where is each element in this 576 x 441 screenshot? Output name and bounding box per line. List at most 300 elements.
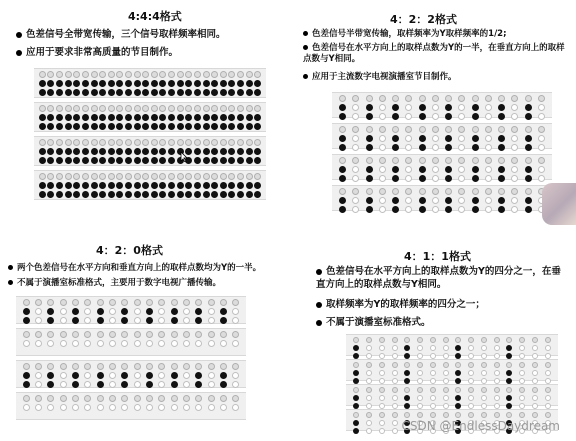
luma-sample: [134, 340, 141, 347]
luma-sample: [183, 299, 190, 306]
chroma-sample: [151, 123, 158, 130]
luma-sample: [392, 362, 398, 368]
sampling-row: [346, 359, 558, 381]
chroma-sample: [91, 191, 98, 198]
luma-sample: [220, 404, 227, 411]
luma-sample: [65, 71, 72, 78]
chroma-sample: [220, 372, 227, 379]
chroma-sample: [419, 197, 426, 204]
chroma-sample: [168, 182, 175, 189]
luma-sample: [109, 308, 116, 315]
luma-sample: [171, 299, 178, 306]
luma-sample: [109, 299, 116, 306]
bullet-item: 色差信号在水平方向上的取样点数为Y的一半，在垂直方向上的取样点数与Y相同。: [303, 43, 565, 64]
bullet-dot-icon: [316, 320, 322, 326]
luma-sample: [545, 395, 551, 401]
panel-title: 4：2：2格式: [390, 13, 457, 26]
luma-sample: [379, 104, 386, 111]
chroma-sample: [56, 89, 63, 96]
luma-sample: [443, 395, 449, 401]
luma-sample: [208, 308, 215, 315]
sampling-grid-422: [332, 92, 552, 216]
chroma-sample: [419, 144, 426, 151]
luma-sample: [545, 362, 551, 368]
chroma-sample: [472, 166, 479, 173]
chroma-sample: [82, 123, 89, 130]
chroma-sample: [65, 80, 72, 87]
chroma-sample: [339, 144, 346, 151]
luma-sample: [60, 404, 67, 411]
chroma-sample: [220, 148, 227, 155]
decorative-image: [542, 183, 576, 225]
luma-sample: [109, 404, 116, 411]
chroma-sample: [203, 89, 210, 96]
chroma-sample: [23, 317, 30, 324]
luma-sample: [65, 173, 72, 180]
luma-sample: [56, 173, 63, 180]
luma-sample: [392, 387, 398, 393]
chroma-sample: [220, 123, 227, 130]
luma-sample: [56, 105, 63, 112]
luma-sample: [82, 71, 89, 78]
sampling-row: [332, 92, 552, 118]
luma-sample: [23, 404, 30, 411]
luma-sample: [379, 337, 385, 343]
chroma-sample: [177, 114, 184, 121]
chroma-sample: [246, 89, 253, 96]
chroma-sample: [56, 182, 63, 189]
chroma-sample: [445, 206, 452, 213]
chroma-sample: [82, 114, 89, 121]
luma-sample: [60, 395, 67, 402]
luma-sample: [494, 345, 500, 351]
luma-sample: [35, 299, 42, 306]
chroma-sample: [97, 317, 104, 324]
bullet-item: 色差信号全带宽传输，三个信号取样频率相同。: [16, 28, 278, 41]
chroma-sample: [220, 89, 227, 96]
luma-sample: [366, 126, 373, 133]
luma-sample: [432, 188, 439, 195]
chroma-sample: [134, 80, 141, 87]
bullet-dot-icon: [303, 45, 308, 50]
chroma-sample: [168, 80, 175, 87]
luma-sample: [183, 404, 190, 411]
luma-sample: [379, 144, 386, 151]
luma-sample: [379, 395, 385, 401]
luma-sample: [485, 126, 492, 133]
chroma-sample: [445, 144, 452, 151]
chroma-sample: [237, 191, 244, 198]
luma-sample: [538, 144, 545, 151]
luma-sample: [532, 412, 538, 418]
chroma-sample: [56, 80, 63, 87]
luma-sample: [432, 113, 439, 120]
luma-sample: [23, 395, 30, 402]
chroma-sample: [472, 175, 479, 182]
bullet-item: 色差信号在水平方向上的取样点数为Y的四分之一，在垂直方向上的取样点数与Y相同。: [316, 266, 561, 290]
luma-sample: [379, 206, 386, 213]
luma-sample: [91, 139, 98, 146]
luma-sample: [72, 331, 79, 338]
bullet-dot-icon: [303, 74, 308, 79]
luma-sample: [203, 105, 210, 112]
luma-sample: [35, 395, 42, 402]
chroma-sample: [72, 308, 79, 315]
chroma-sample: [125, 123, 132, 130]
luma-sample: [472, 157, 479, 164]
luma-sample: [432, 197, 439, 204]
chroma-sample: [194, 89, 201, 96]
chroma-sample: [194, 123, 201, 130]
luma-sample: [405, 113, 412, 120]
chroma-sample: [525, 135, 532, 142]
chroma-sample: [366, 144, 373, 151]
luma-sample: [151, 71, 158, 78]
chroma-sample: [203, 123, 210, 130]
luma-sample: [97, 340, 104, 347]
luma-sample: [405, 206, 412, 213]
chroma-sample: [419, 113, 426, 120]
bullet-dot-icon: [303, 31, 308, 36]
luma-sample: [525, 95, 532, 102]
panel-title: 4：1：1格式: [404, 250, 471, 263]
luma-sample: [525, 157, 532, 164]
chroma-sample: [23, 372, 30, 379]
luma-sample: [134, 381, 141, 388]
chroma-sample: [472, 135, 479, 142]
chroma-sample: [151, 157, 158, 164]
chroma-sample: [203, 80, 210, 87]
chroma-sample: [525, 166, 532, 173]
luma-sample: [511, 175, 518, 182]
chroma-sample: [134, 148, 141, 155]
luma-sample: [545, 337, 551, 343]
luma-sample: [72, 363, 79, 370]
chroma-sample: [392, 144, 399, 151]
bullet-dot-icon: [16, 32, 22, 38]
luma-sample: [430, 362, 436, 368]
chroma-sample: [39, 191, 46, 198]
chroma-sample: [108, 114, 115, 121]
luma-sample: [146, 404, 153, 411]
chroma-sample: [525, 144, 532, 151]
luma-sample: [35, 381, 42, 388]
luma-sample: [125, 105, 132, 112]
luma-sample: [134, 71, 141, 78]
chroma-sample: [525, 175, 532, 182]
luma-sample: [379, 345, 385, 351]
luma-sample: [481, 362, 487, 368]
chroma-sample: [168, 148, 175, 155]
luma-sample: [183, 363, 190, 370]
chroma-sample: [220, 80, 227, 87]
chroma-sample: [392, 175, 399, 182]
luma-sample: [494, 362, 500, 368]
chroma-sample: [97, 381, 104, 388]
chroma-sample: [91, 157, 98, 164]
luma-sample: [60, 363, 67, 370]
luma-sample: [432, 166, 439, 173]
luma-sample: [208, 363, 215, 370]
chroma-sample: [237, 182, 244, 189]
luma-sample: [443, 345, 449, 351]
luma-sample: [481, 345, 487, 351]
luma-sample: [430, 395, 436, 401]
luma-sample: [352, 144, 359, 151]
luma-sample: [177, 173, 184, 180]
chroma-sample: [91, 148, 98, 155]
chroma-sample: [134, 191, 141, 198]
chroma-sample: [108, 157, 115, 164]
chroma-sample: [125, 191, 132, 198]
chroma-sample: [108, 80, 115, 87]
luma-sample: [194, 173, 201, 180]
luma-sample: [60, 331, 67, 338]
chroma-sample: [366, 206, 373, 213]
luma-sample: [494, 412, 500, 418]
luma-sample: [419, 95, 426, 102]
luma-sample: [220, 105, 227, 112]
chroma-sample: [151, 148, 158, 155]
chroma-sample: [23, 308, 30, 315]
chroma-sample: [134, 182, 141, 189]
luma-sample: [39, 173, 46, 180]
chroma-sample: [177, 191, 184, 198]
chroma-sample: [39, 89, 46, 96]
luma-sample: [532, 345, 538, 351]
chroma-sample: [472, 104, 479, 111]
chroma-sample: [203, 148, 210, 155]
chroma-sample: [108, 191, 115, 198]
chroma-sample: [125, 80, 132, 87]
chroma-sample: [82, 182, 89, 189]
luma-sample: [485, 104, 492, 111]
luma-sample: [35, 404, 42, 411]
luma-sample: [443, 362, 449, 368]
chroma-sample: [108, 89, 115, 96]
luma-sample: [60, 308, 67, 315]
luma-sample: [481, 337, 487, 343]
chroma-sample: [237, 157, 244, 164]
luma-sample: [366, 428, 372, 434]
chroma-sample: [56, 114, 63, 121]
luma-sample: [392, 420, 398, 426]
chroma-sample: [82, 89, 89, 96]
luma-sample: [82, 173, 89, 180]
chroma-sample: [23, 381, 30, 388]
luma-sample: [109, 317, 116, 324]
luma-sample: [485, 206, 492, 213]
chroma-sample: [220, 317, 227, 324]
luma-sample: [432, 95, 439, 102]
chroma-sample: [203, 191, 210, 198]
luma-sample: [392, 370, 398, 376]
chroma-sample: [366, 197, 373, 204]
luma-sample: [430, 370, 436, 376]
chroma-sample: [125, 182, 132, 189]
chroma-sample: [194, 114, 201, 121]
chroma-sample: [472, 144, 479, 151]
luma-sample: [511, 206, 518, 213]
luma-sample: [60, 340, 67, 347]
chroma-sample: [82, 191, 89, 198]
chroma-sample: [125, 114, 132, 121]
chroma-sample: [472, 197, 479, 204]
chroma-sample: [171, 372, 178, 379]
chroma-sample: [194, 148, 201, 155]
luma-sample: [183, 317, 190, 324]
luma-sample: [419, 188, 426, 195]
luma-sample: [39, 139, 46, 146]
chroma-sample: [339, 206, 346, 213]
luma-sample: [419, 126, 426, 133]
luma-sample: [511, 144, 518, 151]
chroma-sample: [39, 123, 46, 130]
chroma-sample: [97, 308, 104, 315]
chroma-sample: [237, 80, 244, 87]
luma-sample: [485, 188, 492, 195]
chroma-sample: [39, 148, 46, 155]
bullet-item: 取样频率为Y的取样频率的四分之一；: [316, 298, 566, 311]
luma-sample: [494, 337, 500, 343]
chroma-sample: [525, 104, 532, 111]
chroma-sample: [339, 175, 346, 182]
luma-sample: [392, 412, 398, 418]
luma-sample: [134, 404, 141, 411]
luma-sample: [494, 387, 500, 393]
luma-sample: [532, 362, 538, 368]
chroma-sample: [108, 148, 115, 155]
bullet-dot-icon: [8, 265, 13, 270]
chroma-sample: [171, 317, 178, 324]
luma-sample: [125, 139, 132, 146]
sampling-row: [346, 384, 558, 406]
luma-sample: [379, 175, 386, 182]
chroma-sample: [445, 175, 452, 182]
luma-sample: [538, 166, 545, 173]
luma-sample: [168, 173, 175, 180]
luma-sample: [146, 340, 153, 347]
luma-sample: [458, 175, 465, 182]
luma-sample: [485, 113, 492, 120]
luma-sample: [237, 139, 244, 146]
chroma-sample: [82, 80, 89, 87]
luma-sample: [246, 71, 253, 78]
chroma-sample: [151, 80, 158, 87]
luma-sample: [134, 139, 141, 146]
chroma-sample: [237, 148, 244, 155]
chroma-sample: [353, 428, 359, 434]
chroma-sample: [445, 113, 452, 120]
chroma-sample: [419, 175, 426, 182]
luma-sample: [208, 299, 215, 306]
chroma-sample: [525, 113, 532, 120]
chroma-sample: [525, 206, 532, 213]
luma-sample: [146, 363, 153, 370]
chroma-sample: [168, 123, 175, 130]
luma-sample: [109, 395, 116, 402]
luma-sample: [379, 126, 386, 133]
luma-sample: [246, 173, 253, 180]
luma-sample: [485, 166, 492, 173]
chroma-sample: [168, 191, 175, 198]
chroma-sample: [108, 182, 115, 189]
chroma-sample: [392, 206, 399, 213]
chroma-sample: [246, 123, 253, 130]
luma-sample: [72, 395, 79, 402]
luma-sample: [379, 387, 385, 393]
luma-sample: [97, 395, 104, 402]
sampling-row: [332, 123, 552, 149]
chroma-sample: [39, 80, 46, 87]
luma-sample: [208, 404, 215, 411]
luma-sample: [352, 206, 359, 213]
luma-sample: [419, 157, 426, 164]
chroma-sample: [194, 157, 201, 164]
luma-sample: [220, 395, 227, 402]
luma-sample: [208, 340, 215, 347]
chroma-sample: [171, 308, 178, 315]
luma-sample: [183, 308, 190, 315]
luma-sample: [485, 95, 492, 102]
luma-sample: [485, 135, 492, 142]
chroma-sample: [146, 372, 153, 379]
chroma-sample: [246, 191, 253, 198]
luma-sample: [472, 95, 479, 102]
luma-sample: [125, 71, 132, 78]
luma-sample: [511, 113, 518, 120]
chroma-sample: [56, 157, 63, 164]
chroma-sample: [419, 135, 426, 142]
luma-sample: [171, 340, 178, 347]
chroma-sample: [146, 381, 153, 388]
luma-sample: [443, 412, 449, 418]
luma-sample: [545, 345, 551, 351]
chroma-sample: [125, 157, 132, 164]
chroma-sample: [220, 191, 227, 198]
chroma-sample: [56, 191, 63, 198]
luma-sample: [472, 188, 479, 195]
chroma-sample: [72, 317, 79, 324]
luma-sample: [379, 412, 385, 418]
luma-sample: [60, 381, 67, 388]
luma-sample: [432, 175, 439, 182]
chroma-sample: [168, 114, 175, 121]
luma-sample: [220, 363, 227, 370]
luma-sample: [108, 139, 115, 146]
luma-sample: [392, 395, 398, 401]
chroma-sample: [151, 114, 158, 121]
luma-sample: [379, 166, 386, 173]
chroma-sample: [72, 381, 79, 388]
luma-sample: [134, 372, 141, 379]
luma-sample: [208, 381, 215, 388]
chroma-sample: [237, 123, 244, 130]
luma-sample: [91, 173, 98, 180]
luma-sample: [237, 71, 244, 78]
chroma-sample: [194, 80, 201, 87]
chroma-sample: [151, 191, 158, 198]
luma-sample: [208, 317, 215, 324]
chroma-sample: [177, 182, 184, 189]
luma-sample: [246, 139, 253, 146]
luma-sample: [246, 105, 253, 112]
luma-sample: [72, 340, 79, 347]
luma-sample: [171, 331, 178, 338]
chroma-sample: [472, 113, 479, 120]
luma-sample: [97, 299, 104, 306]
luma-sample: [481, 412, 487, 418]
